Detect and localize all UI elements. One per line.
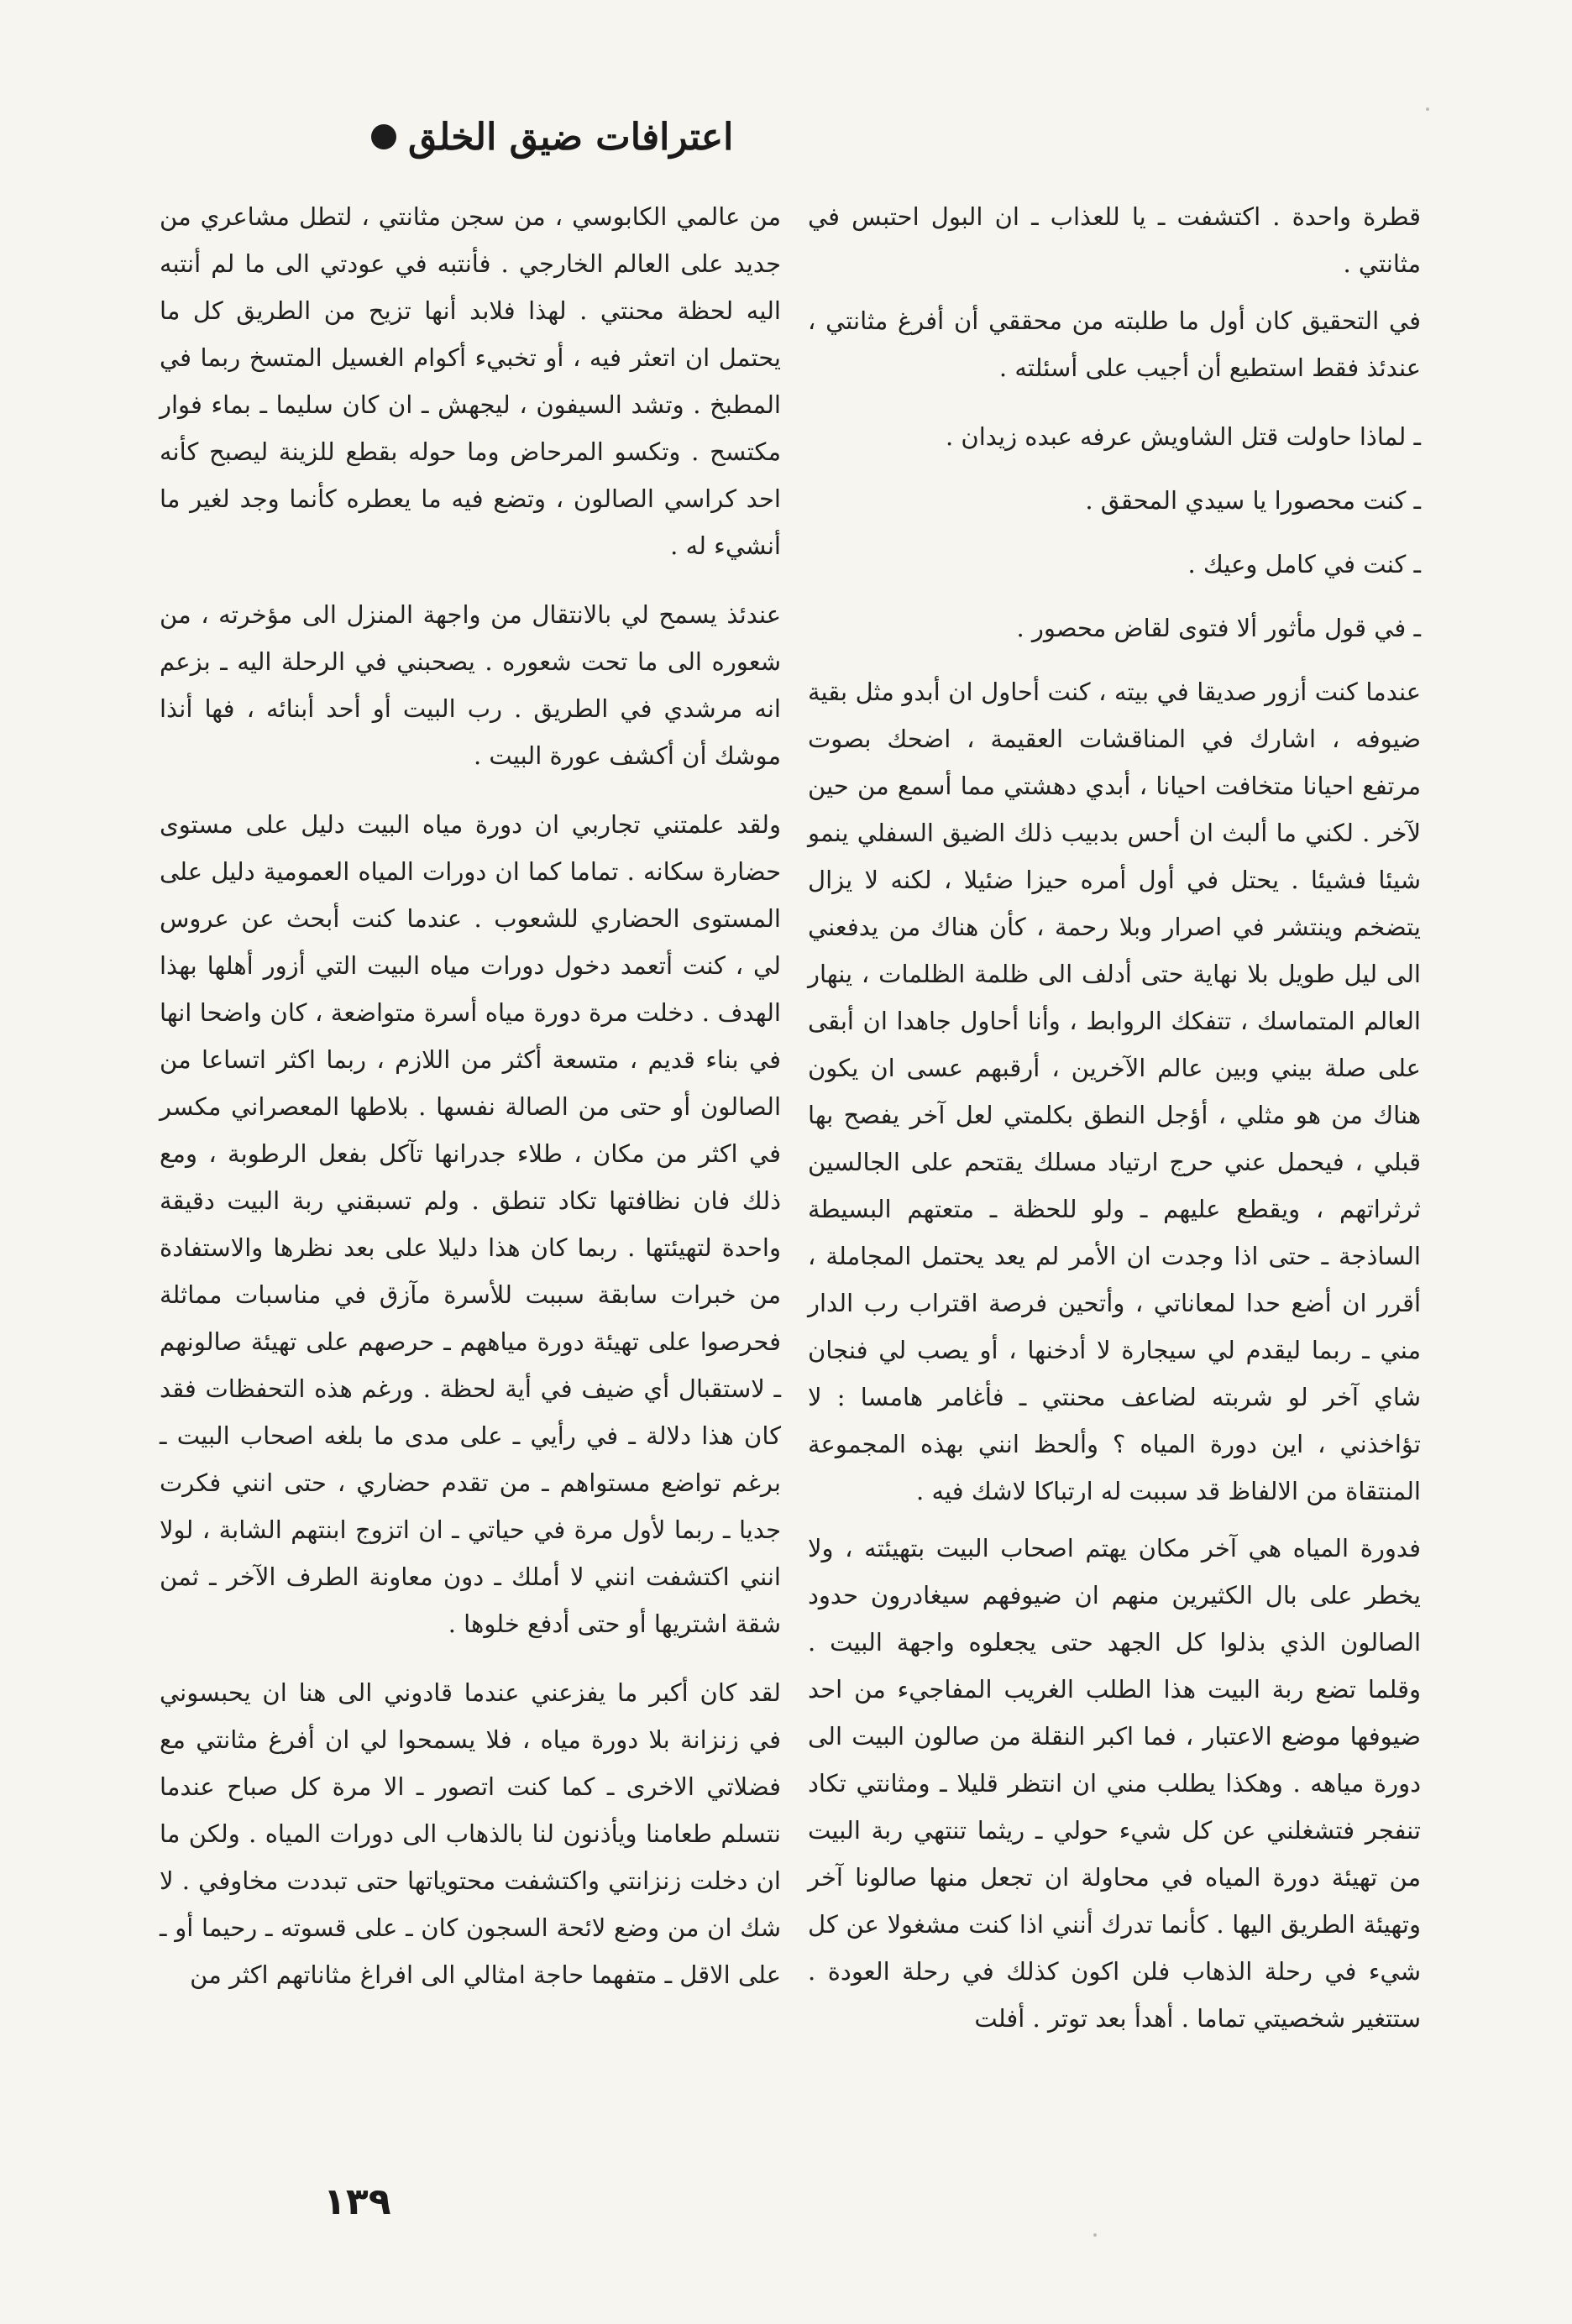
paper-speck [1093,2233,1097,2237]
paragraph: عندئذ يسمح لي بالانتقال من واجهة المنزل الى مؤخرته ، من شعوره الى ما تحت شعوره . يصحبني في الرحلة اليه ـ بزعم انه مرشدي في الطريق . رب البيت أو أحد أبنائه ، فها أنذا موشك أن أكشف عورة البيت . [160,600,781,770]
paragraph: عندما كنت أزور صديقا في بيته ، كنت أحاول ان أبدو مثل بقية ضيوفه ، اشارك في المناقشات العقيمة ، اضحك بصوت مرتفع احيانا متخافت احيانا ، أبدي دهشتي مما أسمع من حين لآخر . لكني ما ألبث ان أحس بدبيب ذلك الضيق السفلي ينمو شيئا فشيئا . يحتل في أول أمره حيزا ضئيلا ، لكنه لا يزال يتضخم وينتشر في اصرار وبلا رحمة ، كأن هناك من يدفعني الى ليل طويل بلا نهاية حتى أدلف الى ظلمة الظلمات ، ينهار العالم المتماسك ، تتفكك الروابط ، وأنا أحاول جاهدا ان أبقى على صلة بيني وبين عالم الآخرين ، أرقبهم عسى ان يكون هناك من هو مثلي ، أؤجل النطق بكلمتي لعل آخر يفصح بها قبلي ، فيحمل عني حرج ارتياد مسلك يقتحم على الجالسين ثرثراتهم ، ويقطع عليهم ـ ولو للحظة ـ متعتهم البسيطة الساذجة ـ حتى اذا وجدت ان الأمر لم يعد يحتمل المجاملة ، أقرر ان أضع حدا لمعاناتي ، وأتحين فرصة اقتراب رب الدار مني ـ ربما ليقدم لي سيجارة لا أدخنها ، أو يصب لي فنجان شاي آخر لو شربته لضاعف محنتي ـ فأغامر هامسا : لا تؤاخذني ، اين دورة المياه ؟ وألحظ انني بهذه المجموعة المنتقاة من الالفاظ قد سببت له ارتباكا لاشك فيه . [808,678,1421,1505]
bullet-dot-icon [371,124,396,149]
paragraph: من عالمي الكابوسي ، من سجن مثانتي ، لتطل مشاعري من جديد على العالم الخارجي . فأنتبه في عودتي الى ما لم أنتبه اليه لحظة محنتي . لهذا فلابد أنها تزيح من الطريق كل ما يحتمل ان اتعثر فيه ، أو تخبيء أكوام الغسيل المتسخ ربما في المطبخ . وتشد السيفون ، ليجهش ـ ان كان سليما ـ بماء فوار مكتسح . وتكسو المرحاض وما حوله بقطع للزينة ليصبح كأنه احد كراسي الصالون ، وتضع فيه ما يعطره كأنما وجد لغير ما أنشيء له . [160,202,781,560]
dialogue-line: ـ كنت في كامل وعيك . [1187,550,1421,578]
paragraph: فدورة المياه هي آخر مكان يهتم اصحاب البيت بتهيئته ، ولا يخطر على بال الكثيرين منهم ان ضيوفهم سيغادرون حدود الصالون الذي بذلوا كل الجهد حتى يجعلوه واجهة البيت . وقلما تضع ربة البيت هذا الطلب الغريب المفاجيء من احد ضيوفها موضع الاعتبار ، فما اكبر النقلة من صالون البيت الى دورة مياهه . وهكذا يطلب مني ان انتظر قليلا ـ ومثانتي تكاد تنفجر فتشغلني عن كل شيء حولي ـ ريثما تنتهي ربة البيت من تهيئة دورة المياه في محاولة ان تجعل منها صالونا آخر وتهيئة الطريق اليها . كأنما تدرك أنني اذا كنت مشغولا عن كل شيء في رحلة الذهاب فلن اكون كذلك في رحلة العودة . ستتغير شخصيتي تماما . أهدأ بعد توتر . أفلت [808,1534,1421,2033]
left-text-column [160,193,781,2020]
running-title: اعترافات ضيق الخلق [408,115,734,159]
paragraph: قطرة واحدة . اكتشفت ـ يا للعذاب ـ ان البول احتبس في مثانتي . [808,202,1421,278]
paragraph: لقد كان أكبر ما يفزعني عندما قادوني الى هنا ان يحبسوني في زنزانة بلا دورة مياه ، فلا يسمحوا لي ان أفرغ مثانتي مع فضلاتي الاخرى ـ كما كنت اتصور ـ الا مرة كل صباح عندما نتسلم طعامنا ويأذنون لنا بالذهاب الى دورات المياه . ولكن ما ان دخلت زنزانتي واكتشفت محتوياتها حتى تبددت مخاوفي . لا شك ان من وضع لائحة السجون كان ـ على قسوته ـ رحيما أو ـ على الاقل ـ متفهما حاجة امثالي الى افراغ مثاناتهم اكثر من [160,1678,781,1989]
paper-speck [1426,107,1429,111]
dialogue-line: ـ كنت محصورا يا سيدي المحقق . [1085,486,1421,515]
page-number: ١٣٩ [323,2180,391,2223]
paragraph: في التحقيق كان أول ما طلبته من محققي أن أفرغ مثانتي ، عندئذ فقط استطيع أن أجيب على أسئلته . [808,306,1421,382]
dialogue-line: ـ لماذا حاولت قتل الشاويش عرفه عبده زيدان . [945,422,1421,451]
dialogue-line: ـ في قول مأثور ألا فتوى لقاض محصور . [1016,614,1421,642]
page-header [371,107,917,166]
paragraph: ولقد علمتني تجاربي ان دورة مياه البيت دليل على مستوى حضارة سكانه . تماما كما ان دورات المياه العمومية دليل على المستوى الحضاري للشعوب . عندما كنت أبحث عن عروس لي ، كنت أتعمد دخول دورات مياه البيت التي أزور أهلها بهذا الهدف . دخلت مرة دورة مياه أسرة متواضعة ، كان واضحا انها في بناء قديم ، متسعة أكثر من اللازم ، ربما اكثر اتساعا من الصالون أو حتى من الصالة نفسها . بلاطها المعصراني مكسر في اكثر من مكان ، طلاء جدرانها تآكل بفعل الرطوبة ، ومع ذلك فان نظافتها تكاد تنطق . ولم تسبقني ربة البيت دقيقة واحدة لتهيئتها . ربما كان هذا دليلا على بعد نظرها والاستفادة من خبرات سابقة سببت للأسرة مآزق في مناسبات مماثلة فحرصوا على تهيئة دورة مياههم ـ حرصهم على تهيئة صالونهم ـ لاستقبال أي ضيف في أية لحظة . ورغم هذه التحفظات فقد كان هذا دلالة ـ في رأيي ـ على مدى ما بلغه اصحاب البيت ـ برغم تواضع مستواهم ـ من تقدم حضاري ، حتى انني فكرت جديا ـ ربما لأول مرة في حياتي ـ ان اتزوج ابنتهم الشابة ، لولا انني اكتشفت انني لا أملك ـ دون معاونة الطرف الآخر ـ ثمن شقة اشتريها أو حتى أدفع خلوها . [160,810,782,1638]
right-text-column [808,193,1421,2064]
